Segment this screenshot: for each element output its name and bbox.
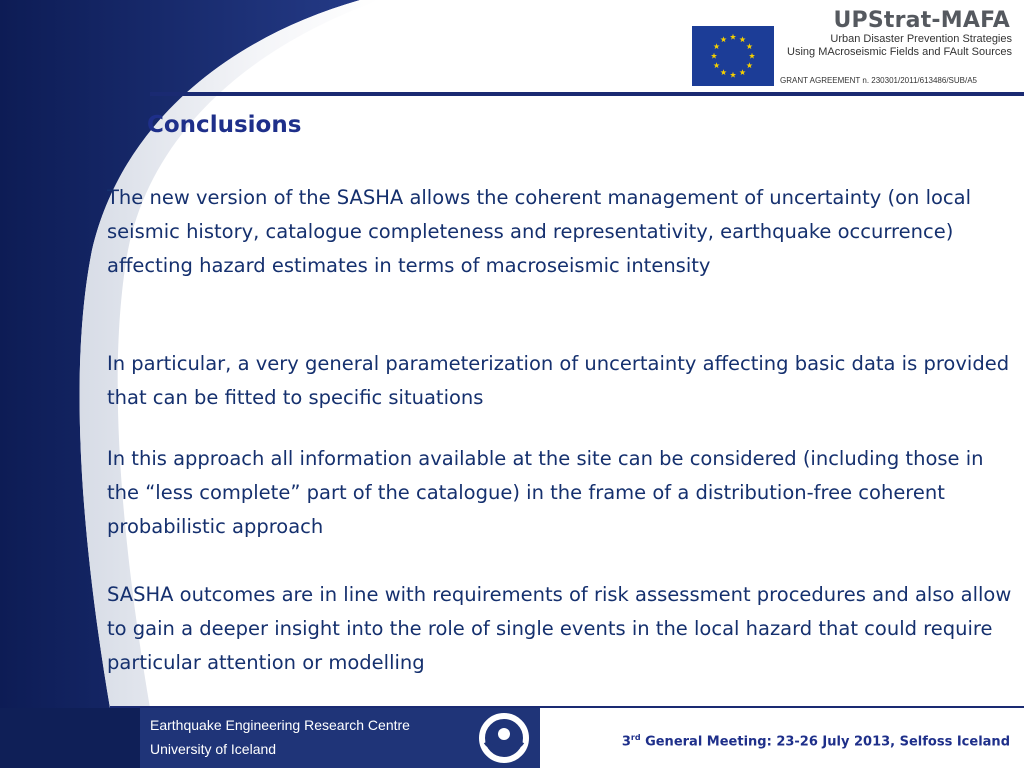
footer-organization: Earthquake Engineering Research Centre <box>150 717 410 733</box>
meeting-number: 3 <box>621 734 631 750</box>
grant-agreement: GRANT AGREEMENT n. 230301/2011/613486/SUB/A5 <box>780 76 977 85</box>
meeting-suffix: rd <box>630 733 641 742</box>
eu-flag-icon <box>692 26 774 86</box>
brand-title: UPStrat-MAFA <box>833 8 1010 33</box>
brand-subtitle-1: Urban Disaster Prevention Strategies <box>830 33 1012 45</box>
slide-title: Conclusions <box>147 112 302 138</box>
footer-band-accent <box>0 708 140 768</box>
footer-university: University of Iceland <box>150 741 277 757</box>
header-divider <box>150 92 1024 96</box>
eerc-logo-icon <box>476 712 532 764</box>
paragraph: In particular, a very general parameterization of uncertainty affecting basic data is provided that can be fitted to specific situations <box>107 352 1010 409</box>
project-branding <box>780 8 1024 59</box>
paragraph: SASHA outcomes are in line with requirements of risk assessment procedures and also allow to gain a deeper insight into the role of single events in the local hazard that could require particular attention or modelling <box>107 583 1012 674</box>
paragraph: In this approach all information available at the site can be considered (including those in the “less complete” part of the catalogue) in the frame of a distribution-free coherent probabilistic approach <box>107 447 984 538</box>
brand-subtitle-2: Using MAcroseismic Fields and FAult Sources <box>787 46 1012 58</box>
meeting-info <box>622 733 1010 749</box>
meeting-details: General Meeting: 23-26 July 2013, Selfoss Iceland <box>640 734 1010 750</box>
paragraph: The new version of the SASHA allows the coherent management of uncertainty (on local seismic history, catalogue completeness and representativity, earthquake occurrence) affecting hazard estimates in terms of macroseismic intensity <box>107 186 972 277</box>
